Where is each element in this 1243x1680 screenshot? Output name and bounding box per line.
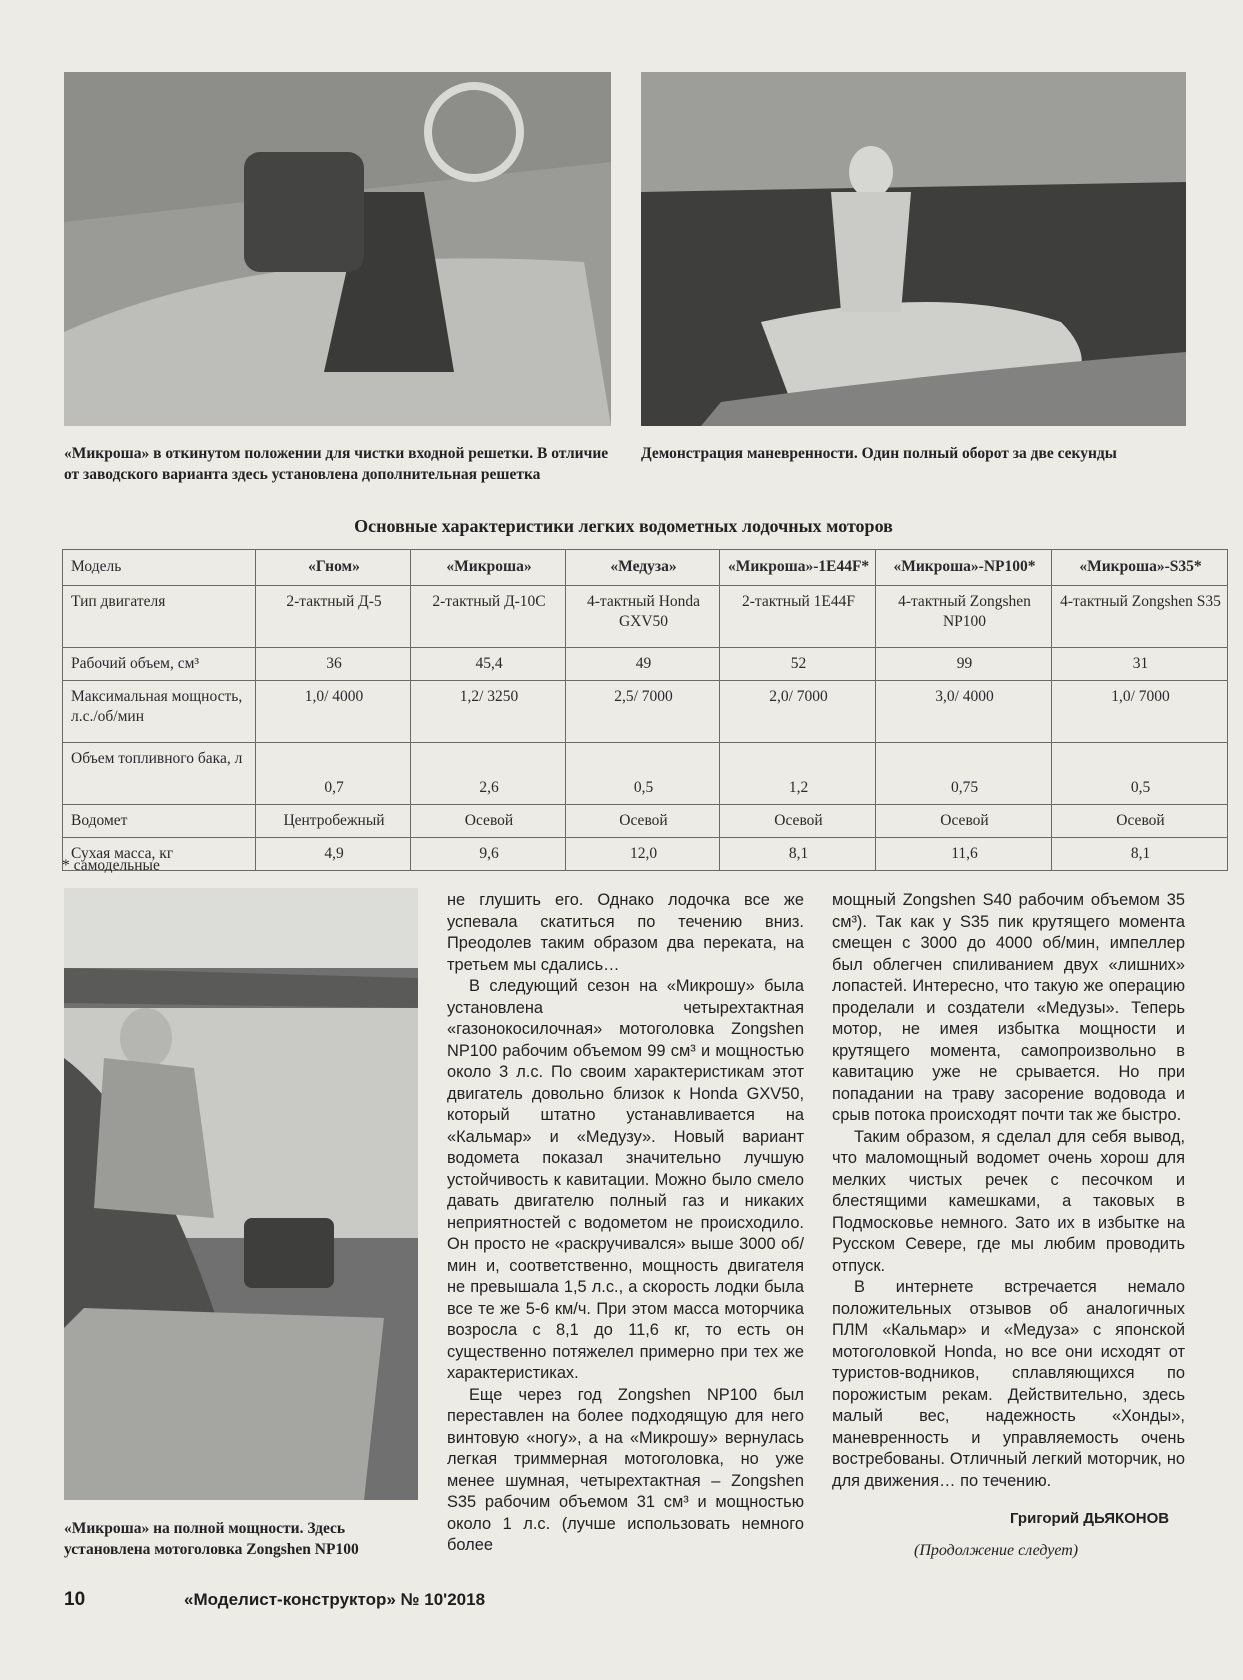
table-header-cell: «Медуза» [566, 550, 720, 586]
table-cell: 45,4 [411, 648, 566, 681]
table-cell: 52 [720, 648, 876, 681]
table-cell: 3,0/ 4000 [876, 681, 1052, 743]
photo-maneuver-image [641, 72, 1186, 426]
table-row [63, 586, 1228, 648]
table-cell: Осевой [1052, 805, 1228, 838]
paragraph: В следующий сезон на «Микрошу» была установлена четырехтактная «газонокосилочная» мотоголовка Zongshen NP100 рабочим объемом 99 см³ и мощностью около 3 л.с. По своим характеристикам этот двигатель довольно близок к Honda GXV50, который штатно устанавливается на «Кальмар» и «Медузу». Новый вариант водомета показал значительно лучшую устойчивость к кавитации. Можно было смело давать двигателю полный газ и никаких неприятностей с водометом не происходило. Он просто не «раскручивался» выше 3000 об/мин и, соответственно, мощность двигателя не превышала 1,5 л.с., а скорость лодки была все те же 5-6 км/ч. При этом масса моторчика возросла с 8,1 до 11,6 кг, то есть он существенно потяжелел примерно при тех же характеристиках. [447, 977, 804, 1382]
row-label: Водомет [63, 805, 256, 838]
photo-full-power-image [64, 888, 418, 1500]
table-cell: 2-тактный 1Е44F [720, 586, 876, 648]
table-cell: Осевой [720, 805, 876, 838]
table-cell: 2,5/ 7000 [566, 681, 720, 743]
row-label: Тип двигателя [63, 586, 256, 648]
table-row [63, 681, 1228, 743]
photo-motor-tilted [64, 72, 611, 426]
table-cell: 49 [566, 648, 720, 681]
row-label: Объем топливного бака, л [63, 743, 256, 805]
author-name: Григорий ДЬЯКОНОВ [1010, 1510, 1170, 1527]
table-cell: Осевой [411, 805, 566, 838]
table-header-cell: «Микроша»-NP100* [876, 550, 1052, 586]
table-cell: 0,5 [566, 743, 720, 805]
journal-title: «Моделист-конструктор» № 10'2018 [184, 1590, 486, 1609]
table-cell: 36 [256, 648, 411, 681]
body-column-2 [832, 890, 1185, 1492]
table-cell: 4-тактный Zongshen S35 [1052, 586, 1228, 648]
table-cell: 9,6 [411, 838, 566, 871]
table-row [63, 838, 1228, 871]
paragraph: мощный Zongshen S40 рабочим объемом 35 см³). Так как у S35 пик крутящего момента смещен с 3000 до 4000 об/мин, импеллер был облегчен спиливанием двух «лишних» лопастей. Интересно, что такую же операцию проделали и создатели «Медузы». Теперь мотор, не имея избытка мощности и крутящего момента, самопроизвольно в кавитацию уже не срывается. Но при попадании на траву засорение водовода и срыв потока происходят почти так же быстро. [832, 891, 1185, 1124]
table-cell: 1,2 [720, 743, 876, 805]
table-cell: 2,0/ 7000 [720, 681, 876, 743]
continued-note: (Продолжение следует) [914, 1542, 1079, 1559]
table-cell: 0,5 [1052, 743, 1228, 805]
table-header-cell: «Микроша» [411, 550, 566, 586]
table-cell: Осевой [566, 805, 720, 838]
table-row [63, 805, 1228, 838]
table-cell: 8,1 [1052, 838, 1228, 871]
table-header-cell: «Микроша»-S35* [1052, 550, 1228, 586]
paragraph: Таким образом, я сделал для себя вывод, что маломощный водомет очень хорош для мелких чистых речек с песочком и блестящими камешками, а таковых в Подмосковье немного. Зато их в избытке на Русском Севере, где мы любим проводить отпуск. [832, 1127, 1185, 1275]
table-header-cell: «Гном» [256, 550, 411, 586]
table-cell: 99 [876, 648, 1052, 681]
table-cell: 0,75 [876, 743, 1052, 805]
table-cell: 1,2/ 3250 [411, 681, 566, 743]
photo-maneuver [641, 72, 1186, 426]
table-cell: 12,0 [566, 838, 720, 871]
table-title: Основные характеристики легких водометных лодочных моторов [354, 516, 893, 536]
table-row [63, 743, 1228, 805]
page-number: 10 [64, 1589, 86, 1610]
photo-full-power [64, 888, 418, 1500]
table-cell: 1,0/ 7000 [1052, 681, 1228, 743]
table-header-cell: «Микроша»-1Е44F* [720, 550, 876, 586]
table-cell: Осевой [876, 805, 1052, 838]
row-label: Рабочий объем, см³ [63, 648, 256, 681]
table-header-row [63, 550, 1228, 586]
body-column-1 [447, 890, 804, 1557]
photo-motor-tilted-image [64, 72, 611, 426]
table-cell: 1,0/ 4000 [256, 681, 411, 743]
table-cell: 4,9 [256, 838, 411, 871]
row-label: Максимальная мощность, л.с./об/мин [63, 681, 256, 743]
table-cell: 2,6 [411, 743, 566, 805]
table-cell: 0,7 [256, 743, 411, 805]
table-cell: 8,1 [720, 838, 876, 871]
table-header-cell: Модель [63, 550, 256, 586]
table-cell: 4-тактный Zongshen NP100 [876, 586, 1052, 648]
table-row [63, 648, 1228, 681]
table-cell: 2-тактный Д-5 [256, 586, 411, 648]
table-cell: 2-тактный Д-10С [411, 586, 566, 648]
caption-photo-1: «Микроша» в откинутом положении для чистки входной решетки. В отличие от заводского варианта здесь установлена дополнительная решетка [64, 445, 609, 483]
table-cell: 4-тактный Honda GXV50 [566, 586, 720, 648]
caption-photo-2: Демонстрация маневренности. Один полный оборот за две секунды [641, 445, 1117, 462]
table-cell: 31 [1052, 648, 1228, 681]
spec-table [62, 549, 1228, 871]
paragraph: Еще через год Zongshen NP100 был переставлен на более подходящую для него винтовую «ногу», а на «Микрошу» вернулась легкая триммерная мотоголовка, но уже менее шумная, четырехтактная – Zongshen S35 рабочим объемом 31 см³ и мощностью около 1 л.с. (лучше использовать немного более [447, 1385, 804, 1554]
table-cell: Центробежный [256, 805, 411, 838]
paragraph: не глушить его. Однако лодочка все же успевала скатиться по течению вниз. Преодолев таким образом два переката, на третьем мы сдались… [447, 891, 804, 974]
table-cell: 11,6 [876, 838, 1052, 871]
paragraph: В интернете встречается немало положительных отзывов об аналогичных ПЛМ «Кальмар» и «Медуза» с японской мотоголовкой Honda, но все они исходят от туристов-водников, сплавляющихся по порожистым рекам. Действительно, здесь малый вес, надежность «Хонды», маневренность и управляемость очень востребованы. Отличный легкий моторчик, но для движения… по течению. [832, 1278, 1185, 1490]
table-footnote: * самодельные [62, 857, 160, 874]
row-label: Сухая масса, кг [63, 838, 256, 871]
caption-photo-3: «Микроша» на полной мощности. Здесь установлена мотоголовка Zongshen NP100 [64, 1520, 359, 1558]
